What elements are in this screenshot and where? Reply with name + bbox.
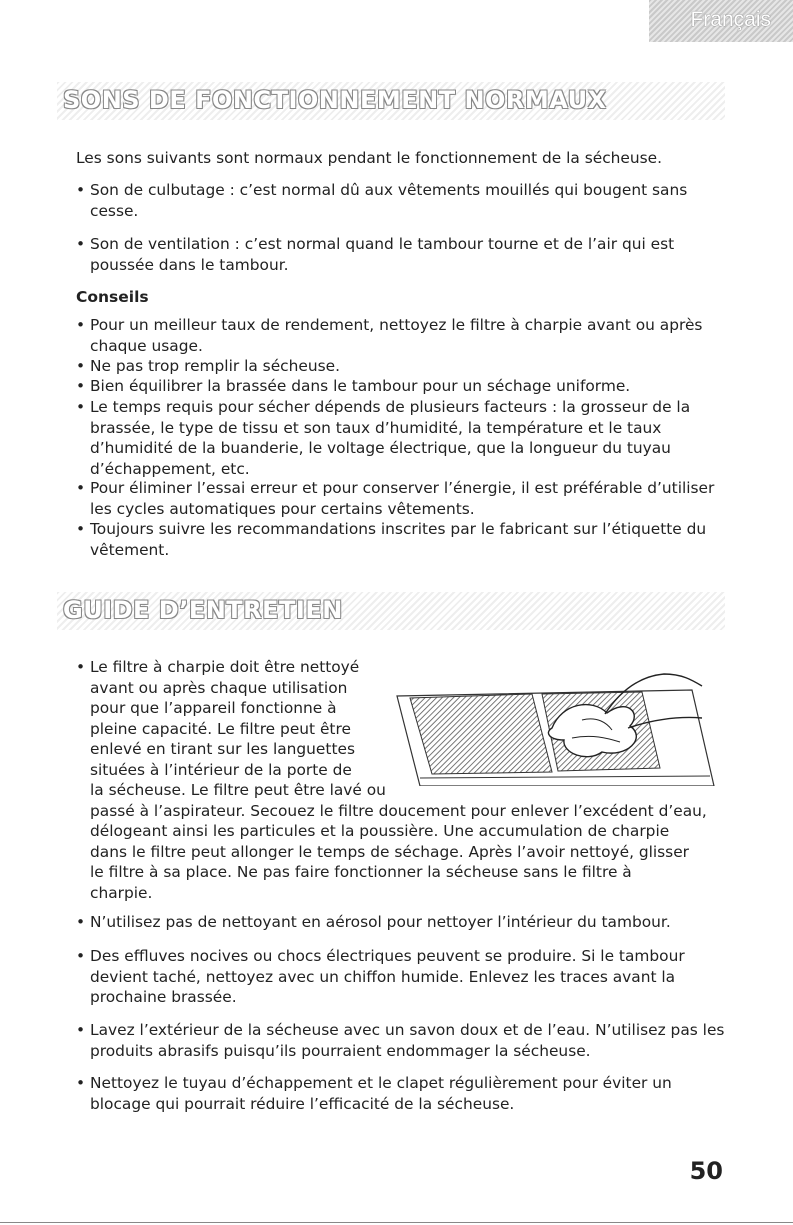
filter-text-line: pour que l’appareil fonctionne à [90, 699, 337, 717]
filter-text-line: pleine capacité. Le filtre peut être [90, 720, 351, 738]
filter-text-line: délogeant ainsi les particules et la poussière. Une accumulation de charpie [90, 822, 670, 840]
list-item-sound-tumbling: • Son de culbutage : c’est normal dû aux vêtements mouillés qui bougent sans cesse. [76, 180, 736, 221]
tip-item: • Ne pas trop remplir la sécheuse. [76, 356, 736, 377]
filter-text-line: avant ou après chaque utilisation [90, 679, 348, 697]
section-header-maintenance [57, 592, 725, 630]
list-item-maintenance: • Nettoyez le tuyau d’échappement et le clapet régulièrement pour éviter un blocage qui pourrait réduire l’efficacité de la sécheuse. [76, 1073, 736, 1114]
section-header-normal-sounds [57, 82, 725, 120]
tips-heading: Conseils [76, 288, 149, 306]
list-item-maintenance: • N’utilisez pas de nettoyant en aérosol pour nettoyer l’intérieur du tambour. [76, 912, 736, 933]
filter-text-line: le filtre à sa place. Ne pas faire fonctionner la sécheuse sans le filtre à [90, 863, 632, 881]
page-number: 50 [689, 1157, 723, 1185]
tip-item: • Pour un meilleur taux de rendement, nettoyez le filtre à charpie avant ou après chaque usage. [76, 315, 736, 356]
tip-item: • Bien équilibrer la brassée dans le tambour pour un séchage uniforme. [76, 376, 736, 397]
bottom-divider [0, 1222, 793, 1223]
tip-item: • Toujours suivre les recommandations inscrites par le fabricant sur l’étiquette du vêtement. [76, 519, 736, 560]
filter-text-line: dans le filtre peut allonger le temps de séchage. Après l’avoir nettoyé, glisser [90, 843, 690, 861]
filter-text-line: charpie. [90, 884, 153, 902]
filter-text-line: passé à l’aspirateur. Secouez le filtre doucement pour enlever l’excédent d’eau, [90, 802, 707, 820]
tip-item: • Le temps requis pour sécher dépends de plusieurs facteurs : la grosseur de la brassée, le type de tissu et son taux d’humidité, la température et le taux d’humidité de la buanderie, le voltage électrique, que la longueur du tuyau d’échappement, etc. [76, 397, 736, 479]
language-tab: Français [649, 0, 793, 42]
section-title: GUIDE D’ENTRETIEN [63, 596, 343, 624]
list-item-maintenance: • Lavez l’extérieur de la sécheuse avec un savon doux et de l’eau. N’utilisez pas les produits abrasifs puisqu’ils pourraient endommager la sécheuse. [76, 1020, 736, 1061]
filter-text-line: situées à l’intérieur de la porte de [90, 761, 352, 779]
lint-filter-illustration [392, 668, 722, 786]
list-item-sound-ventilation: • Son de ventilation : c’est normal quand le tambour tourne et de l’air qui est poussée dans le tambour. [76, 234, 736, 275]
tip-item: • Pour éliminer l’essai erreur et pour conserver l’énergie, il est préférable d’utiliser les cycles automatiques pour certains vêtements. [76, 478, 736, 519]
list-item-filter-line: • Le filtre à charpie doit être nettoyé [76, 657, 406, 678]
filter-text-line: la sécheuse. Le filtre peut être lavé ou [90, 781, 386, 799]
section-title: SONS DE FONCTIONNEMENT NORMAUX [63, 86, 607, 114]
filter-text-line: enlevé en tirant sur les languettes [90, 740, 355, 758]
intro-paragraph: Les sons suivants sont normaux pendant le fonctionnement de la sécheuse. [76, 149, 663, 167]
list-item-maintenance: • Des effluves nocives ou chocs électriques peuvent se produire. Si le tambour devient taché, nettoyez avec un chiffon humide. Enlevez les traces avant la prochaine brassée. [76, 946, 736, 1008]
